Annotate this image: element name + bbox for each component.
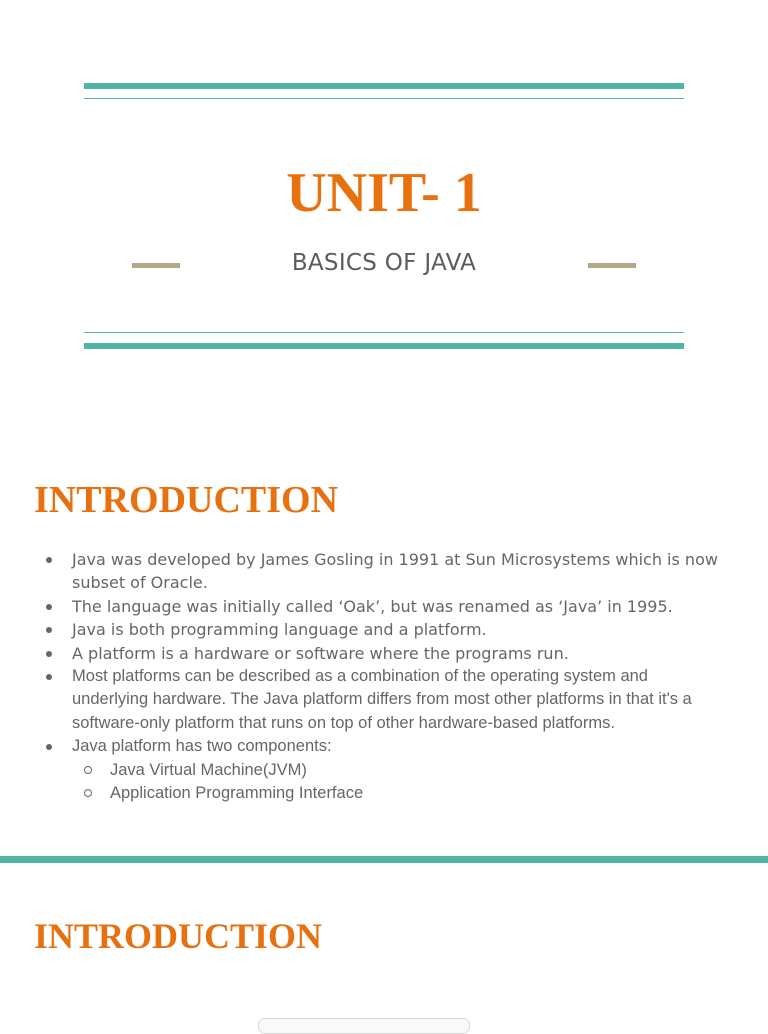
top-thick-rule bbox=[84, 83, 684, 89]
sub-bullet-text: Application Programming Interface bbox=[110, 784, 364, 803]
top-thin-rule bbox=[84, 98, 684, 99]
bullet-dot-icon bbox=[46, 744, 52, 750]
bullet-dot-icon bbox=[46, 674, 52, 680]
sub-list-item bbox=[0, 782, 768, 805]
list-item bbox=[0, 548, 768, 595]
introduction-bullet-list bbox=[0, 548, 768, 805]
bullet-dot-icon bbox=[46, 557, 52, 563]
bullet-text: Java platform has two components: bbox=[72, 737, 332, 756]
introduction-heading: INTRODUCTION bbox=[34, 479, 339, 521]
hollow-circle-bullet-icon bbox=[84, 766, 92, 774]
right-dash-ornament bbox=[588, 263, 636, 268]
sub-list-container bbox=[0, 759, 768, 806]
bottom-thin-rule bbox=[84, 332, 684, 333]
bullet-text: Java is both programming language and a platform. bbox=[72, 620, 487, 640]
bullet-text: Most platforms can be described as a combination of the operating system and underlying hardware. The Java platform differs from most other platforms in that it's a software-only platform that runs on top of other hardware-based platforms. bbox=[72, 667, 692, 732]
partial-content-box bbox=[258, 1018, 470, 1034]
bullet-text: Java was developed by James Gosling in 1991 at Sun Microsystems which is now subset of Oracle. bbox=[72, 550, 718, 593]
sub-bullet-list bbox=[0, 759, 768, 806]
bullet-dot-icon bbox=[46, 604, 52, 610]
hollow-circle-bullet-icon bbox=[84, 789, 92, 797]
bullet-dot-icon bbox=[46, 627, 52, 633]
bullet-text: The language was initially called ‘Oak’, but was renamed as ‘Java’ in 1995. bbox=[72, 596, 673, 616]
list-item bbox=[0, 735, 768, 758]
bottom-thick-rule bbox=[84, 343, 684, 349]
list-item bbox=[0, 665, 768, 735]
bullet-text: A platform is a hardware or software where the programs run. bbox=[72, 643, 569, 663]
list-item bbox=[0, 618, 768, 641]
list-item bbox=[0, 595, 768, 618]
bullet-dot-icon bbox=[46, 651, 52, 657]
slide-title: UNIT- 1 bbox=[286, 162, 482, 224]
slide-divider bbox=[0, 856, 768, 863]
sub-bullet-text: Java Virtual Machine(JVM) bbox=[110, 760, 307, 779]
list-item bbox=[0, 642, 768, 665]
introduction-heading-2: INTRODUCTION bbox=[34, 916, 323, 956]
title-slide bbox=[0, 0, 768, 420]
slide-subtitle: BASICS OF JAVA bbox=[291, 250, 477, 276]
sub-list-item bbox=[0, 759, 768, 782]
